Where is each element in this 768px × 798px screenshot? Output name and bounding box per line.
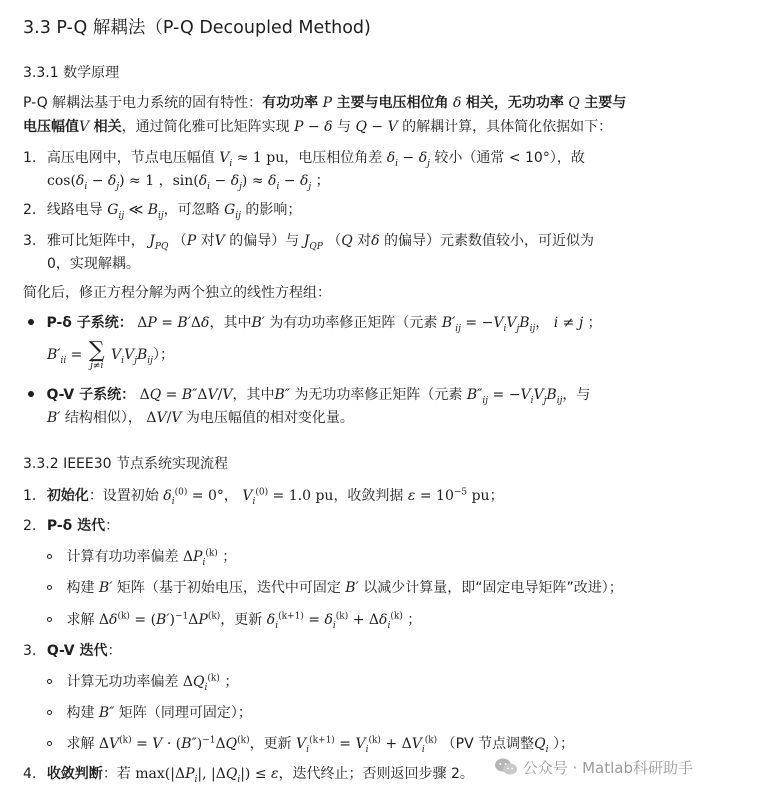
list-text: 的偏导）与 [229, 233, 300, 249]
bullet-text: 结构相似）， [64, 410, 142, 426]
circle-bullet-icon [47, 617, 52, 622]
list-text: （ [172, 233, 187, 249]
watermark [494, 757, 693, 778]
bullet-item-q-v: Q-V 子系统： ΔQ = B″ΔV/V，其中B″ 为无功功率修正矩阵（元素 $B''_{ij} = -V_iV_jB_{ij}$，与 [28, 385, 590, 405]
intro-bold-text: 相关 [93, 119, 122, 135]
bullet-dot-icon [28, 319, 34, 325]
list-number: 2. [23, 518, 37, 534]
list-item-formula: $\cos(\delta_i - \delta_j) \approx 1$ ，$\sin(\delta_i - \delta_j) \approx \delta_i - \delta_j$ ； [47, 173, 330, 192]
list-item: 1. 高压电网中，节点电压幅值 $V_i \approx 1$ pu，电压相位角差 $\delta_i - \delta_j$ 较小（通常 < 10°），故 [23, 150, 585, 169]
circle-bullet-icon [47, 741, 52, 746]
intro-text: ，通过简化雅可比矩阵实现 [121, 119, 290, 135]
intro-text: 与 [336, 119, 351, 135]
sub-step-text: ，更新 [249, 736, 292, 752]
bullet-text: ， [535, 315, 550, 331]
sub-step: 构建 B′ 矩阵（基于初始电压，迭代中可固定 B′ 以减少计算量，即“固定电导矩阵”改进）； [47, 578, 623, 598]
sum-symbol: ∑ j≠i [88, 337, 105, 371]
list-text: 对 [200, 233, 215, 249]
list-text: 高压电网中，节点电压幅值 [46, 150, 215, 166]
intro-line-2: 电压幅值V 相关，通过简化雅可比矩阵实现 P − δ 与 Q − V 的解耦计算，具体简化依据如下： [23, 119, 613, 135]
intro-text: 的解耦计算，具体简化依据如下： [402, 119, 613, 135]
bullet-label: Q-V 子系统 [46, 387, 122, 403]
step-text: ： [107, 643, 122, 659]
watermark-text: 公众号 · Matlab科研助手 [522, 759, 693, 777]
sub-step: 计算无功功率偏差 $\Delta Q_i^{(k)}$ ； [47, 672, 238, 692]
sub-step-text: 计算有功功率偏差 [66, 549, 179, 565]
list-number: 2. [23, 202, 37, 218]
sub-step-text: 求解 [66, 612, 95, 628]
list-item-continuation: 0，实现解耦。 [47, 256, 140, 272]
step-text: ， [223, 488, 238, 504]
step-label: 初始化 [46, 488, 89, 504]
step-text: ： [105, 518, 120, 534]
sub-step: 构建 B″ 矩阵（同理可固定）； [47, 703, 252, 723]
sub-step-text: 求解 [66, 736, 95, 752]
sub-step-text: ，更新 [220, 612, 263, 628]
list-item: 3. 雅可比矩阵中， $J_{PQ}$ （P 对V 的偏导）与 $J_{QP}$ （Q 对δ 的偏导）元素数值较小，可近似为 [23, 233, 595, 252]
sub-step-text: ）； [552, 736, 574, 752]
list-number: 3. [23, 643, 37, 659]
sub-step: 求解 $\Delta\delta^{(k)} = (B')^{-1}\Delta P^{(k)}$，更新 $\delta_i^{(k+1)} = \delta_i^{(k)} + \Delta\delta_i^{(k)}$ ； [47, 610, 421, 630]
step-text: ：若 [102, 766, 131, 782]
section-heading-principle: 3.3.1 数学原理 [23, 65, 120, 81]
sub-step: 求解 $\Delta V^{(k)} = V \cdot (B'')^{-1}\Delta Q^{(k)}$，更新 $V_i^{(k+1)} = V_i^{(k)} + \Delta V_i^{(k)}$ （PV 节点调整$Q_i$ ）； [47, 734, 574, 754]
bullet-item-continuation: B′ 结构相似）， ΔV/V 为电压幅值的相对变化量。 [47, 410, 354, 426]
list-item: 2. 线路电导 $G_{ij}$ ≪ $B_{ij}$，可忽略 $G_{ij}$ 的影响； [23, 202, 302, 221]
list-text: 较小（通常 < 10°），故 [434, 150, 585, 166]
list-text: 雅可比矩阵中， [46, 233, 145, 249]
list-text: ，电压相位角差 [284, 150, 383, 166]
intro-bold-text: 相关，无功功率 [465, 95, 564, 111]
bullet-item-formula: $B'_{ii}$ = ∑ j≠i $V_iV_jB_{ij}$）； [47, 337, 174, 371]
wechat-icon [494, 757, 518, 777]
bullet-text: ； [587, 315, 602, 331]
page-title: 3.3 P-Q 解耦法（P-Q Decoupled Method) [23, 18, 371, 38]
step-q-v [23, 641, 121, 661]
circle-bullet-icon [47, 554, 52, 559]
sub-step-text: 矩阵（基于初始电压，迭代中可固定 [116, 580, 341, 596]
circle-bullet-icon [47, 679, 52, 684]
step-text: ：设置初始 [88, 488, 159, 504]
sub-step: 计算有功功率偏差 $\Delta P_i^{(k)}$ ； [47, 547, 236, 567]
sub-step-text: ； [407, 612, 422, 628]
bullet-text: ，与 [562, 387, 591, 403]
intro-bold-text: 主要与 [584, 95, 627, 111]
list-text: 对 [357, 233, 372, 249]
bullet-item-p-delta: P-δ 子系统： ΔP = B′Δδ，其中B′ 为有功功率修正矩阵（元素 $B'_{ij} = -V_iV_jB_{ij}$， i ≠ j ； [28, 313, 602, 333]
sub-step-text: 构建 [66, 580, 95, 596]
intro-bold-text: 主要与电压相位角 [336, 95, 449, 111]
list-text: 线路电导 [46, 202, 103, 218]
list-text: ，可忽略 [163, 202, 220, 218]
intro-text: P-Q 解耦法基于电力系统的固有特性： [23, 95, 263, 111]
list-number: 4. [23, 766, 37, 782]
circle-bullet-icon [47, 585, 52, 590]
list-number: 1. [23, 150, 37, 166]
intro-bold-text: 有功功率 [262, 95, 319, 111]
bullet-label: P-δ 子系统 [46, 315, 119, 331]
list-text: （ [327, 233, 342, 249]
sub-step-text: 计算无功功率偏差 [66, 674, 179, 690]
sub-step-text: 构建 [66, 705, 95, 721]
step-p-delta [23, 516, 119, 536]
list-text: 的影响； [245, 202, 302, 218]
sub-step-text: 以减少计算量，即“固定电导矩阵”改进）； [363, 580, 623, 596]
sub-step-text: （PV 节点调整 [441, 736, 535, 752]
bullet-dot-icon [28, 391, 34, 397]
intro-line-1: P-Q 解耦法基于电力系统的固有特性：有功功率 P 主要与电压相位角 δ 相关，无功功率 Q 主要与 [23, 95, 627, 111]
bullet-text: ，其中 [232, 387, 275, 403]
sub-step-text: 矩阵（同理可固定）； [118, 705, 252, 721]
step-label: Q-V 迭代 [46, 643, 108, 659]
list-number: 3. [23, 233, 37, 249]
step-initialize: 1. 初始化：设置初始 $\delta_i^{(0)} = 0^\circ$， $V_i^{(0)} = 1.0$ pu，收敛判据 $\varepsilon = 10^{-5}$ pu； [23, 487, 504, 507]
bullet-text: 为无功功率修正矩阵（元素 [294, 387, 463, 403]
list-text: 的偏导）元素数值较小，可近似为 [384, 233, 595, 249]
step-text: ； [489, 488, 504, 504]
paragraph-text: 简化后，修正方程分解为两个独立的线性方程组： [23, 285, 331, 301]
step-convergence: 4. 收敛判断：若 $\max(|\Delta P_i|$, $|\Delta Q_i|) \le \varepsilon$，迭代终止；否则返回步骤 2。 [23, 766, 474, 785]
step-text: ，迭代终止；否则返回步骤 2。 [278, 766, 474, 782]
step-label: P-δ 迭代 [46, 518, 106, 534]
circle-bullet-icon [47, 710, 52, 715]
bullet-text: 为电压幅值的相对变化量。 [185, 410, 354, 426]
step-label: 收敛判断 [46, 766, 103, 782]
bullet-text: ，其中 [209, 315, 252, 331]
list-number: 1. [23, 488, 37, 504]
intro-bold-text: 电压幅值 [23, 119, 79, 135]
step-text: ，收敛判据 [333, 488, 404, 504]
section-heading-implementation: 3.3.2 IEEE30 节点系统实现流程 [23, 456, 229, 472]
bullet-text: 为有功功率修正矩阵（元素 [269, 315, 438, 331]
